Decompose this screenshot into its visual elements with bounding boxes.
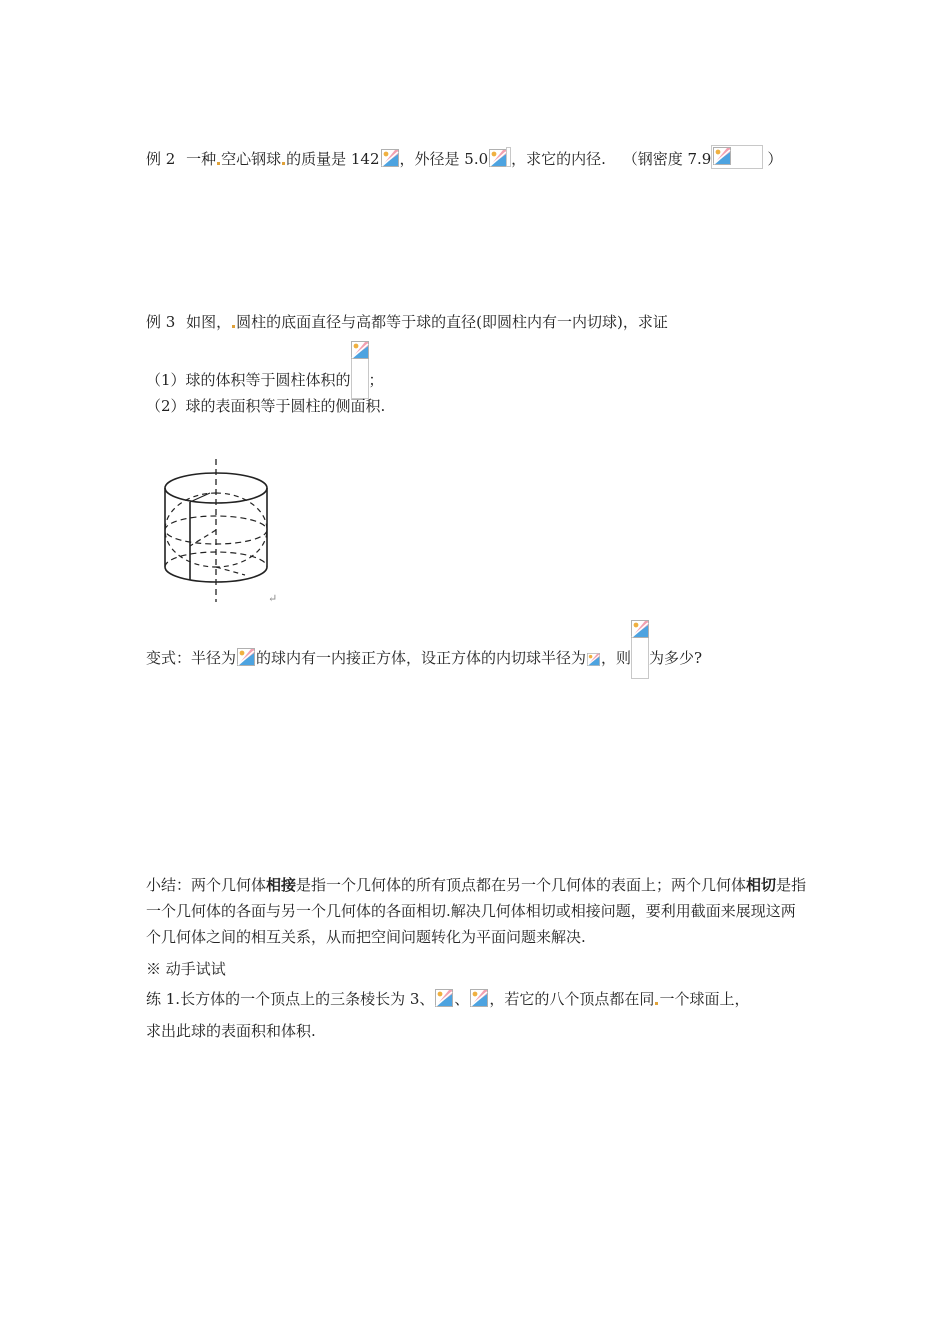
example-2-label: 例 2 (146, 150, 176, 168)
example-2-text: ） (767, 150, 783, 168)
practice-text: ，若它的八个顶点都在同 (489, 990, 655, 1008)
variant-text: 变式：半径为 (146, 649, 237, 667)
summary-text: 小结：两个几何体 (146, 876, 267, 894)
example-2-line (146, 145, 782, 169)
example-3-text: 圆柱的底面直径与高都等于球的直径(即圆柱内有一内切球)，求证 (236, 313, 668, 331)
anchor-marker-icon (282, 162, 285, 165)
practice-text: 练 1.长方体的一个顶点上的三条棱长为 3、 (146, 990, 435, 1008)
example-3-line (146, 312, 668, 332)
summary-bold-term: 相接 (266, 876, 297, 894)
practice-heading: ※ 动手试试 (146, 960, 226, 978)
example-2-text: ，求它的内径. (511, 150, 606, 168)
image-placeholder-icon (237, 648, 255, 666)
return-mark: ↵ (268, 592, 278, 605)
practice-line-2: 求出此球的表面积和体积. (146, 1022, 316, 1040)
image-placeholder-icon (587, 653, 600, 666)
item-1-text: （1）球的体积等于圆柱体积的 (146, 371, 351, 389)
image-placeholder-icon (470, 989, 488, 1007)
practice-text: 、 (454, 990, 470, 1008)
image-placeholder-icon (435, 989, 453, 1007)
image-placeholder-icon (351, 341, 369, 359)
example-3-item-1 (146, 355, 384, 399)
image-frame (351, 355, 369, 399)
variant-line (146, 633, 702, 679)
image-placeholder-icon (381, 149, 399, 167)
example-3-text: 如图， (186, 313, 232, 331)
anchor-marker-icon (232, 325, 235, 328)
image-placeholder-icon (489, 149, 507, 167)
image-frame (631, 633, 649, 679)
example-2-text: （钢密度 7.9 (622, 150, 712, 168)
summary-bold-term: 相切 (746, 876, 777, 894)
image-placeholder-icon (713, 147, 731, 165)
example-2-text: 一种 (186, 150, 217, 168)
summary-paragraph (146, 872, 810, 950)
image-placeholder-icon (631, 620, 649, 638)
summary-text: 是指一个几何体的各面与另一个几何体的各面相切.解决几何体相切或相接问题，要利用截面来展现这两个几何体之间的相互关系，从而把空间问题转化为平面问题来解决. (146, 876, 807, 946)
variant-text: 的球内有一内接正方体，设正方体的内切球半径为 (256, 649, 587, 667)
example-3-label: 例 3 (146, 313, 176, 331)
image-frame (711, 145, 763, 169)
cylinder-sphere-figure (155, 455, 290, 605)
variant-text: 为多少? (649, 649, 703, 667)
example-2-text: 空心钢球 (221, 150, 282, 168)
variant-text: ，则 (601, 649, 632, 667)
example-2-text: ，外径是 5.0 (399, 150, 489, 168)
summary-text: 是指一个几何体的所有顶点都在另一个几何体的表面上；两个几何体 (296, 876, 747, 894)
example-2-text: 的质量是 142 (286, 150, 380, 168)
item-1-text: ； (368, 371, 384, 389)
anchor-marker-icon (655, 1002, 658, 1005)
anchor-marker-icon (217, 162, 220, 165)
practice-text: 一个球面上， (659, 990, 750, 1008)
practice-line-1 (146, 989, 749, 1009)
example-3-item-2: （2）球的表面积等于圆柱的侧面积. (146, 397, 386, 415)
